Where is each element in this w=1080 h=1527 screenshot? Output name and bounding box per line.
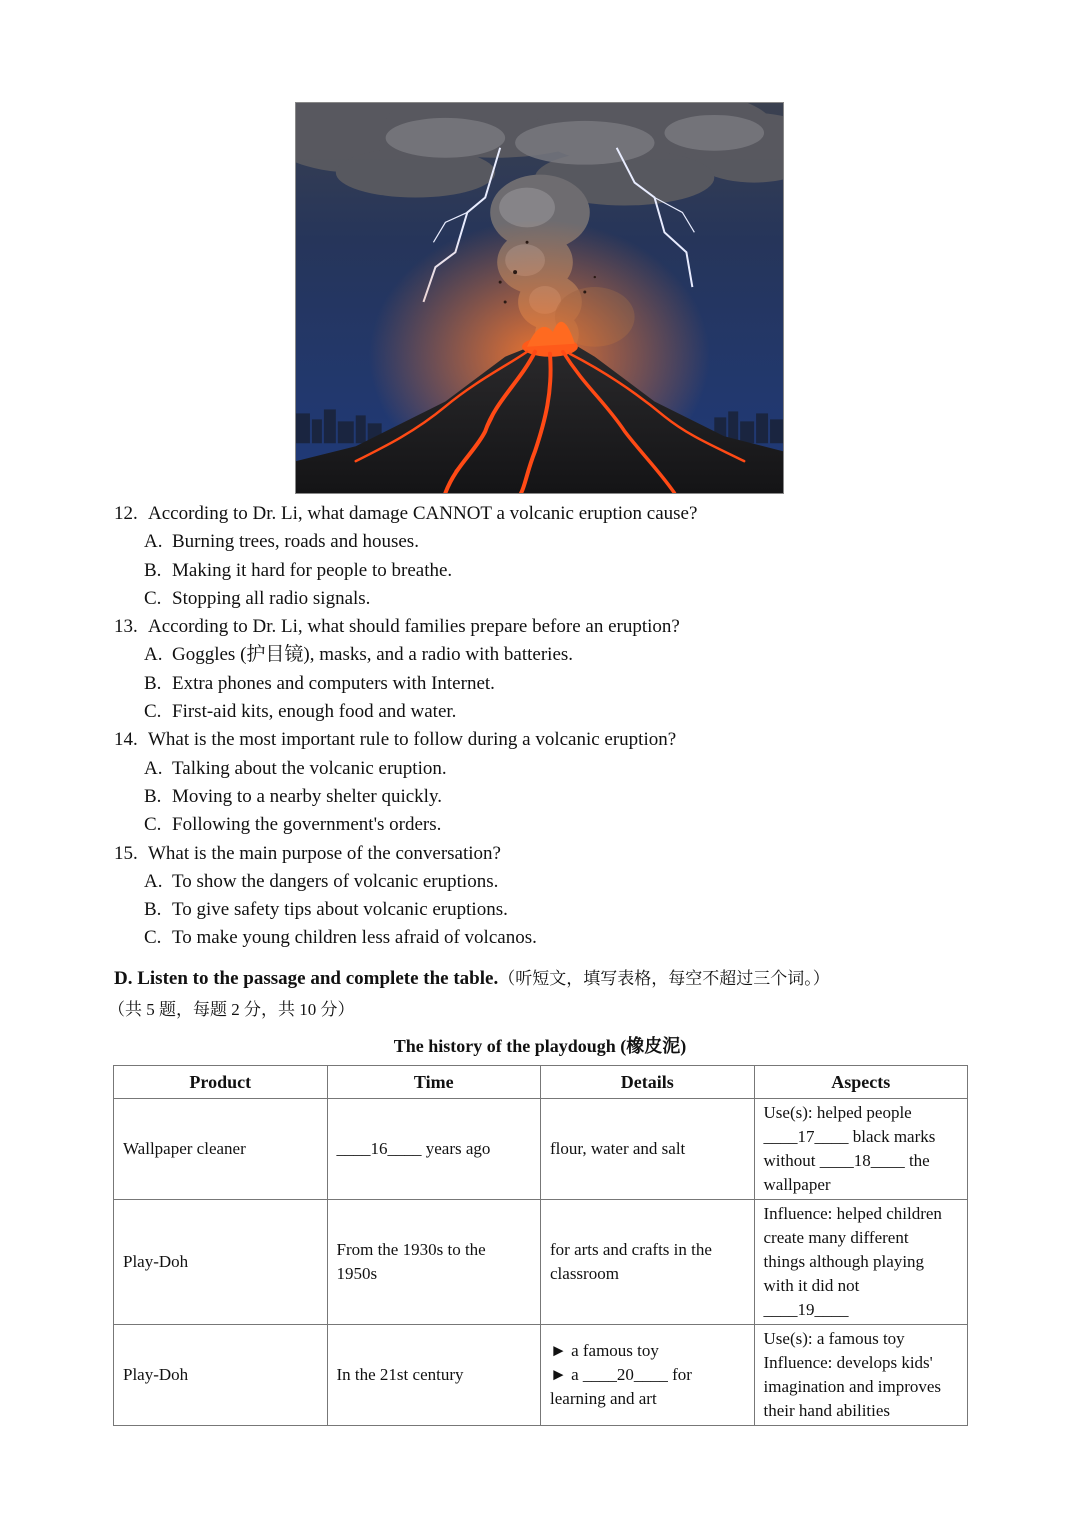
option-a [114,528,974,556]
option-letter: C. [144,814,162,836]
cell-time: In the 21st century [327,1325,541,1426]
question-14 [114,726,974,839]
section-d-header [108,964,974,1026]
table-row [114,1099,968,1200]
option-text: Extra phones and computers with Internet. [172,672,495,694]
question-12 [114,500,974,613]
option-b [114,896,974,924]
option-letter: A. [144,644,163,666]
section-d-heading: D. Listen to the passage and complete the table. [114,968,499,989]
table-row [114,1200,968,1325]
option-letter: A. [144,531,163,553]
option-c [114,811,974,839]
question-15 [114,840,974,953]
cell-product: Wallpaper cleaner [114,1099,328,1200]
option-text: Following the government's orders. [172,814,442,836]
question-number: 14. [114,729,138,751]
option-letter: B. [144,672,162,694]
option-letter: B. [144,785,162,807]
question-text: According to Dr. Li, what should families prepare before an eruption? [148,616,680,638]
option-b [114,783,974,811]
cell-product: Play-Doh [114,1325,328,1426]
option-c [114,585,974,613]
column-header-time: Time [327,1066,541,1099]
playdough-history-table [113,1065,968,1426]
question-text: According to Dr. Li, what damage CANNOT a volcanic eruption cause? [148,503,698,524]
question-number: 15. [114,842,138,864]
option-text: Goggles (护目镜), masks, and a radio with batteries. [172,644,574,666]
option-text: To show the dangers of volcanic eruptions. [172,870,499,892]
column-header-details: Details [541,1066,755,1099]
cell-product: Play-Doh [114,1200,328,1325]
table-row [114,1325,968,1426]
option-b [114,670,974,698]
option-text: First-aid kits, enough food and water. [172,701,457,723]
section-d-scoring: （共 5 题，每题 2 分，共 10 分） [108,1000,355,1019]
option-text: To give safety tips about volcanic eruptions. [172,899,508,921]
option-letter: A. [144,757,163,779]
cell-details: for arts and crafts in the classroom [541,1200,755,1325]
cell-time: ____16____ years ago [327,1099,541,1200]
option-text: Making it hard for people to breathe. [172,559,453,581]
question-number: 12. [114,503,138,524]
option-letter: C. [144,701,162,723]
option-c [114,924,974,952]
volcano-illustration [296,103,783,493]
cell-aspects: Use(s): a famous toy Influence: develops kids' imagination and improves their hand abilities [754,1325,968,1426]
option-letter: B. [144,559,162,581]
option-a [114,868,974,896]
question-text: What is the main purpose of the conversation? [148,842,501,864]
option-text: Talking about the volcanic eruption. [172,757,447,779]
cell-details: ► a famous toy ► a ____20____ for learning and art [541,1325,755,1426]
cell-time: From the 1930s to the 1950s [327,1200,541,1325]
question-list [114,500,974,953]
question-text: What is the most important rule to follow during a volcanic eruption? [148,729,677,751]
option-text: Moving to a nearby shelter quickly. [172,785,442,807]
volcano-eruption-image [295,102,784,494]
option-letter: C. [144,927,162,949]
table-header-row [114,1066,968,1099]
option-c [114,698,974,726]
option-text: Stopping all radio signals. [172,587,371,609]
option-text: To make young children less afraid of volcanos. [172,927,537,949]
option-a [114,755,974,783]
cell-aspects: Use(s): helped people ____17____ black marks without ____18____ the wallpaper [754,1099,968,1200]
option-text: Burning trees, roads and houses. [172,531,419,553]
cell-aspects: Influence: helped children create many different things although playing with it did not ____19____ [754,1200,968,1325]
cell-details: flour, water and salt [541,1099,755,1200]
option-letter: B. [144,899,162,921]
option-letter: A. [144,870,163,892]
section-d-instruction: （听短文，填写表格，每空不超过三个词。） [498,969,830,988]
option-letter: C. [144,587,162,609]
question-number: 13. [114,616,138,638]
question-13 [114,613,974,726]
option-a [114,641,974,669]
column-header-product: Product [114,1066,328,1099]
column-header-aspects: Aspects [754,1066,968,1099]
option-b [114,557,974,585]
table-title: The history of the playdough (橡皮泥) [393,1036,687,1056]
